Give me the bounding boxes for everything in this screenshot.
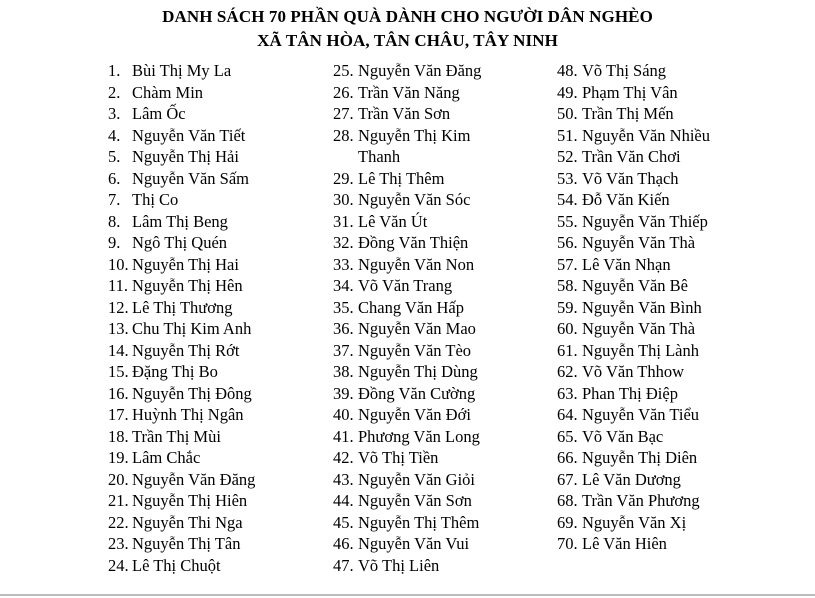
list-item (108, 383, 328, 405)
list-item (557, 82, 797, 104)
list-item (333, 297, 555, 319)
list-item-name: Nguyễn Thị Dùng (358, 362, 478, 381)
list-item-number: 69. (557, 512, 578, 532)
list-item-number: 44. (333, 491, 354, 510)
list-item-name: Trần Văn Năng (358, 82, 460, 102)
list-item (108, 447, 328, 469)
list-item (557, 318, 797, 340)
list-item (557, 103, 797, 125)
list-item-name: Võ Thị Tiền (358, 448, 439, 467)
list-item-name: Ngô Thị Quén (132, 233, 228, 252)
list-item-number: 7. (108, 190, 121, 209)
list-item (557, 275, 797, 297)
list-item-number: 22. (108, 512, 129, 532)
list-item (557, 60, 797, 82)
list-item-name: Nguyễn Văn Đăng (358, 61, 482, 80)
list-item-name: Nguyễn Thị Hải (132, 147, 239, 166)
list-item-number: 68. (557, 491, 578, 510)
list-item-name: Nguyễn Văn Đới (358, 405, 471, 424)
list-item-name: Nguyễn Văn Giỏi (358, 469, 476, 489)
list-item-number: 15. (108, 362, 129, 381)
list-item-number: 32. (333, 233, 354, 252)
list-item-name: Võ Thị Liên (358, 555, 440, 575)
list-item-name: Trần Văn Chơi (582, 147, 681, 166)
list-item-name: Thanh (358, 147, 401, 166)
list-item-name: Nguyễn Thị Hiên (132, 491, 248, 510)
list-item-number: 28. (333, 125, 354, 145)
list-item-name: Trần Văn Phương (582, 491, 700, 510)
list-item-name: Trần Thị Mến (582, 104, 674, 123)
list-item-number: 42. (333, 448, 354, 467)
list-item (108, 404, 328, 426)
list-item (108, 490, 328, 512)
list-item (108, 168, 328, 190)
list-item (557, 490, 797, 512)
list-item-number: 29. (333, 168, 354, 188)
list-item (108, 254, 328, 276)
list-item-number: 55. (557, 211, 578, 231)
list-item-number: 64. (557, 405, 578, 424)
list-item (108, 125, 328, 147)
list-item-number: 49. (557, 82, 578, 102)
list-item (557, 189, 797, 211)
list-item-name: Lâm Chắc (132, 448, 201, 467)
list-item-name: Huỳnh Thị Ngân (132, 405, 244, 424)
list-item-name: Phan Thị Điệp (582, 383, 678, 403)
list-item (557, 533, 797, 555)
list-item-number: 30. (333, 190, 354, 209)
list-item-number: 65. (557, 426, 578, 446)
list-item (557, 297, 797, 319)
list-item (333, 211, 555, 233)
list-item (333, 404, 555, 426)
list-item (333, 103, 555, 125)
name-list-column-2 (333, 60, 555, 576)
document-title: DANH SÁCH 70 PHẦN QUÀ DÀNH CHO NGƯỜI DÂN NGHÈO (162, 7, 653, 26)
list-item (557, 426, 797, 448)
list-item (108, 275, 328, 297)
list-item (333, 512, 555, 534)
list-item-number: 6. (108, 168, 121, 188)
list-item (333, 426, 555, 448)
list-item-number: 31. (333, 211, 354, 231)
list-item (108, 426, 328, 448)
list-item-name: Nguyễn Thi Nga (132, 512, 243, 532)
list-item (557, 469, 797, 491)
list-item-number: 11. (108, 276, 129, 295)
list-item (557, 125, 797, 147)
list-item-name: Nguyễn Thị Diên (582, 448, 698, 467)
list-item (557, 340, 797, 362)
list-item-name: Phương Văn Long (358, 426, 480, 446)
list-item-number: 52. (557, 147, 578, 166)
list-item-number: 1. (108, 61, 121, 80)
list-item (333, 340, 555, 362)
list-item (557, 211, 797, 233)
list-item-name: Nguyễn Thị Đông (132, 383, 252, 403)
list-item-name: Lâm Thị Beng (132, 211, 228, 231)
list-item (333, 254, 555, 276)
list-item (108, 60, 328, 82)
list-item-number: 8. (108, 211, 121, 231)
list-item (108, 340, 328, 362)
list-item-number (333, 146, 358, 168)
list-item-name: Nguyễn Thị Hên (132, 276, 243, 295)
list-item-number: 17. (108, 405, 129, 424)
list-item-name: Lê Văn Dương (582, 469, 681, 489)
list-item (557, 232, 797, 254)
list-item-number: 59. (557, 297, 578, 317)
list-item (333, 318, 555, 340)
list-item-number: 21. (108, 491, 129, 510)
list-item (333, 469, 555, 491)
name-list-column-3 (557, 60, 797, 555)
list-item-name: Nguyễn Văn Bê (582, 276, 689, 295)
list-item (557, 254, 797, 276)
list-item (108, 297, 328, 319)
list-item-name: Đồng Văn Thiện (358, 233, 469, 252)
list-item-name: Nguyễn Văn Thiếp (582, 211, 708, 231)
list-item-number: 5. (108, 147, 121, 166)
list-item-name: Phạm Thị Vân (582, 82, 678, 102)
list-item-number: 43. (333, 469, 354, 489)
list-item-number: 13. (108, 319, 129, 338)
list-item-number: 14. (108, 340, 129, 360)
list-item (557, 404, 797, 426)
list-item-name: Bùi Thị My La (132, 61, 232, 80)
list-item (557, 146, 797, 168)
list-item (108, 146, 328, 168)
list-item-name: Nguyễn Văn Tèo (358, 340, 472, 360)
list-item-name: Nguyễn Thị Thêm (358, 512, 480, 532)
list-item-number: 63. (557, 383, 578, 403)
list-item-number: 66. (557, 448, 578, 467)
list-item-number: 34. (333, 276, 354, 295)
list-item (557, 512, 797, 534)
list-item-number: 47. (333, 555, 354, 575)
list-item-name: Nguyễn Văn Sấm (132, 168, 250, 188)
list-item (333, 125, 555, 147)
list-item-number: 37. (333, 340, 354, 360)
bottom-divider (0, 594, 815, 596)
list-item-number: 40. (333, 405, 354, 424)
list-item-name: Nguyễn Thị Lành (582, 340, 700, 360)
list-item-number: 54. (557, 190, 578, 209)
list-item-name: Chu Thị Kim Anh (132, 319, 252, 338)
list-item (333, 168, 555, 190)
list-item-name: Nguyễn Văn Vui (358, 534, 470, 553)
list-item (333, 82, 555, 104)
list-item-name: Nguyễn Văn Tiết (132, 125, 246, 145)
list-item-number: 56. (557, 233, 578, 252)
list-item-number: 4. (108, 125, 121, 145)
list-item-number: 16. (108, 383, 129, 403)
list-item-name: Nguyễn Thị Kim (358, 125, 471, 145)
list-item-name: Lê Văn Nhạn (582, 254, 671, 274)
list-item (333, 361, 555, 383)
list-item (108, 82, 328, 104)
list-item-name: Lê Văn Út (358, 211, 428, 231)
list-item-name: Võ Văn Thạch (582, 168, 679, 188)
list-item-name: Đỗ Văn Kiến (582, 190, 670, 209)
list-item (108, 533, 328, 555)
list-item-name: Đặng Thị Bo (132, 362, 218, 381)
list-item-name: Nguyễn Văn Mao (358, 319, 476, 338)
list-item-name: Nguyễn Văn Thà (582, 233, 696, 252)
list-item-number: 9. (108, 233, 121, 252)
list-item-number: 46. (333, 534, 354, 553)
list-item (333, 146, 555, 168)
name-list-column-1 (108, 60, 328, 576)
list-item (108, 512, 328, 534)
list-item (108, 318, 328, 340)
list-item-number: 3. (108, 104, 121, 123)
list-item-name: Lê Văn Hiên (582, 534, 667, 553)
list-item-number: 27. (333, 104, 354, 123)
list-item (557, 168, 797, 190)
list-item (333, 447, 555, 469)
list-item-name: Lê Thị Thêm (358, 168, 445, 188)
list-item-name: Nguyễn Văn Non (358, 254, 475, 274)
list-item (108, 469, 328, 491)
list-item (108, 232, 328, 254)
list-item (108, 189, 328, 211)
list-item-name: Trần Văn Sơn (358, 104, 451, 123)
list-item (557, 361, 797, 383)
list-item-name: Thị Co (132, 190, 179, 209)
list-item-number: 61. (557, 340, 578, 360)
list-item-number: 19. (108, 448, 129, 467)
list-item-name: Nguyễn Văn Bình (582, 297, 702, 317)
list-item-name: Nguyễn Văn Đăng (132, 469, 256, 489)
list-item-name: Võ Văn Trang (358, 276, 453, 295)
list-item-name: Lê Thị Thương (132, 297, 233, 317)
list-item-number: 12. (108, 297, 129, 317)
list-item-name: Võ Thị Sáng (582, 61, 667, 80)
list-item-number: 2. (108, 82, 121, 102)
list-item-number: 60. (557, 319, 578, 338)
list-item-name: Nguyễn Thị Hai (132, 254, 239, 274)
list-item (108, 103, 328, 125)
list-item-name: Nguyễn Văn Xị (582, 512, 687, 532)
list-item-name: Võ Văn Bạc (582, 426, 664, 446)
list-item-name: Nguyễn Văn Sơn (358, 491, 472, 510)
list-item-number: 45. (333, 512, 354, 532)
list-item (108, 555, 328, 577)
list-item-number: 62. (557, 362, 578, 381)
list-item (333, 555, 555, 577)
list-item-number: 53. (557, 168, 578, 188)
list-item-number: 38. (333, 362, 354, 381)
list-item-number: 70. (557, 534, 578, 553)
list-item-name: Võ Văn Thhow (582, 362, 685, 381)
list-item-name: Nguyễn Văn Nhiều (582, 125, 711, 145)
list-item-number: 41. (333, 426, 354, 446)
list-item-name: Nguyễn Thị Tân (132, 534, 241, 553)
list-item-name: Lâm Ốc (132, 104, 186, 123)
list-item (333, 275, 555, 297)
list-item-name: Nguyễn Văn Sóc (358, 190, 471, 209)
list-item-number: 10. (108, 254, 129, 274)
list-item-number: 35. (333, 297, 354, 317)
list-item (557, 383, 797, 405)
list-item-number: 39. (333, 383, 354, 403)
list-item-number: 23. (108, 534, 129, 553)
list-item-name: Nguyễn Văn Tiểu (582, 405, 700, 424)
list-item (333, 383, 555, 405)
list-item (333, 533, 555, 555)
list-item-name: Chàm Min (132, 82, 204, 102)
list-item-number: 57. (557, 254, 578, 274)
list-item-number: 67. (557, 469, 578, 489)
list-item-name: Đồng Văn Cường (358, 383, 476, 403)
list-item (557, 447, 797, 469)
list-item-number: 20. (108, 469, 129, 489)
list-item (333, 60, 555, 82)
list-item-number: 25. (333, 61, 354, 80)
list-item-name: Lê Thị Chuột (132, 555, 221, 575)
list-item-name: Trần Thị Mùi (132, 426, 221, 446)
list-item-number: 33. (333, 254, 354, 274)
list-item (333, 189, 555, 211)
list-item-number: 48. (557, 61, 578, 80)
list-item-number: 24. (108, 555, 129, 575)
list-item-number: 58. (557, 276, 578, 295)
list-item-number: 36. (333, 319, 354, 338)
list-item (333, 232, 555, 254)
list-item-number: 50. (557, 104, 578, 123)
list-item (333, 490, 555, 512)
list-item-number: 18. (108, 426, 129, 446)
list-item-number: 51. (557, 125, 578, 145)
list-item (108, 361, 328, 383)
list-item-name: Nguyễn Thị Rớt (132, 340, 240, 360)
list-item-name: Chang Văn Hấp (358, 297, 465, 317)
document-subtitle: XÃ TÂN HÒA, TÂN CHÂU, TÂY NINH (257, 31, 558, 50)
list-item (108, 211, 328, 233)
list-item-number: 26. (333, 82, 354, 102)
list-item-name: Nguyễn Văn Thà (582, 319, 696, 338)
